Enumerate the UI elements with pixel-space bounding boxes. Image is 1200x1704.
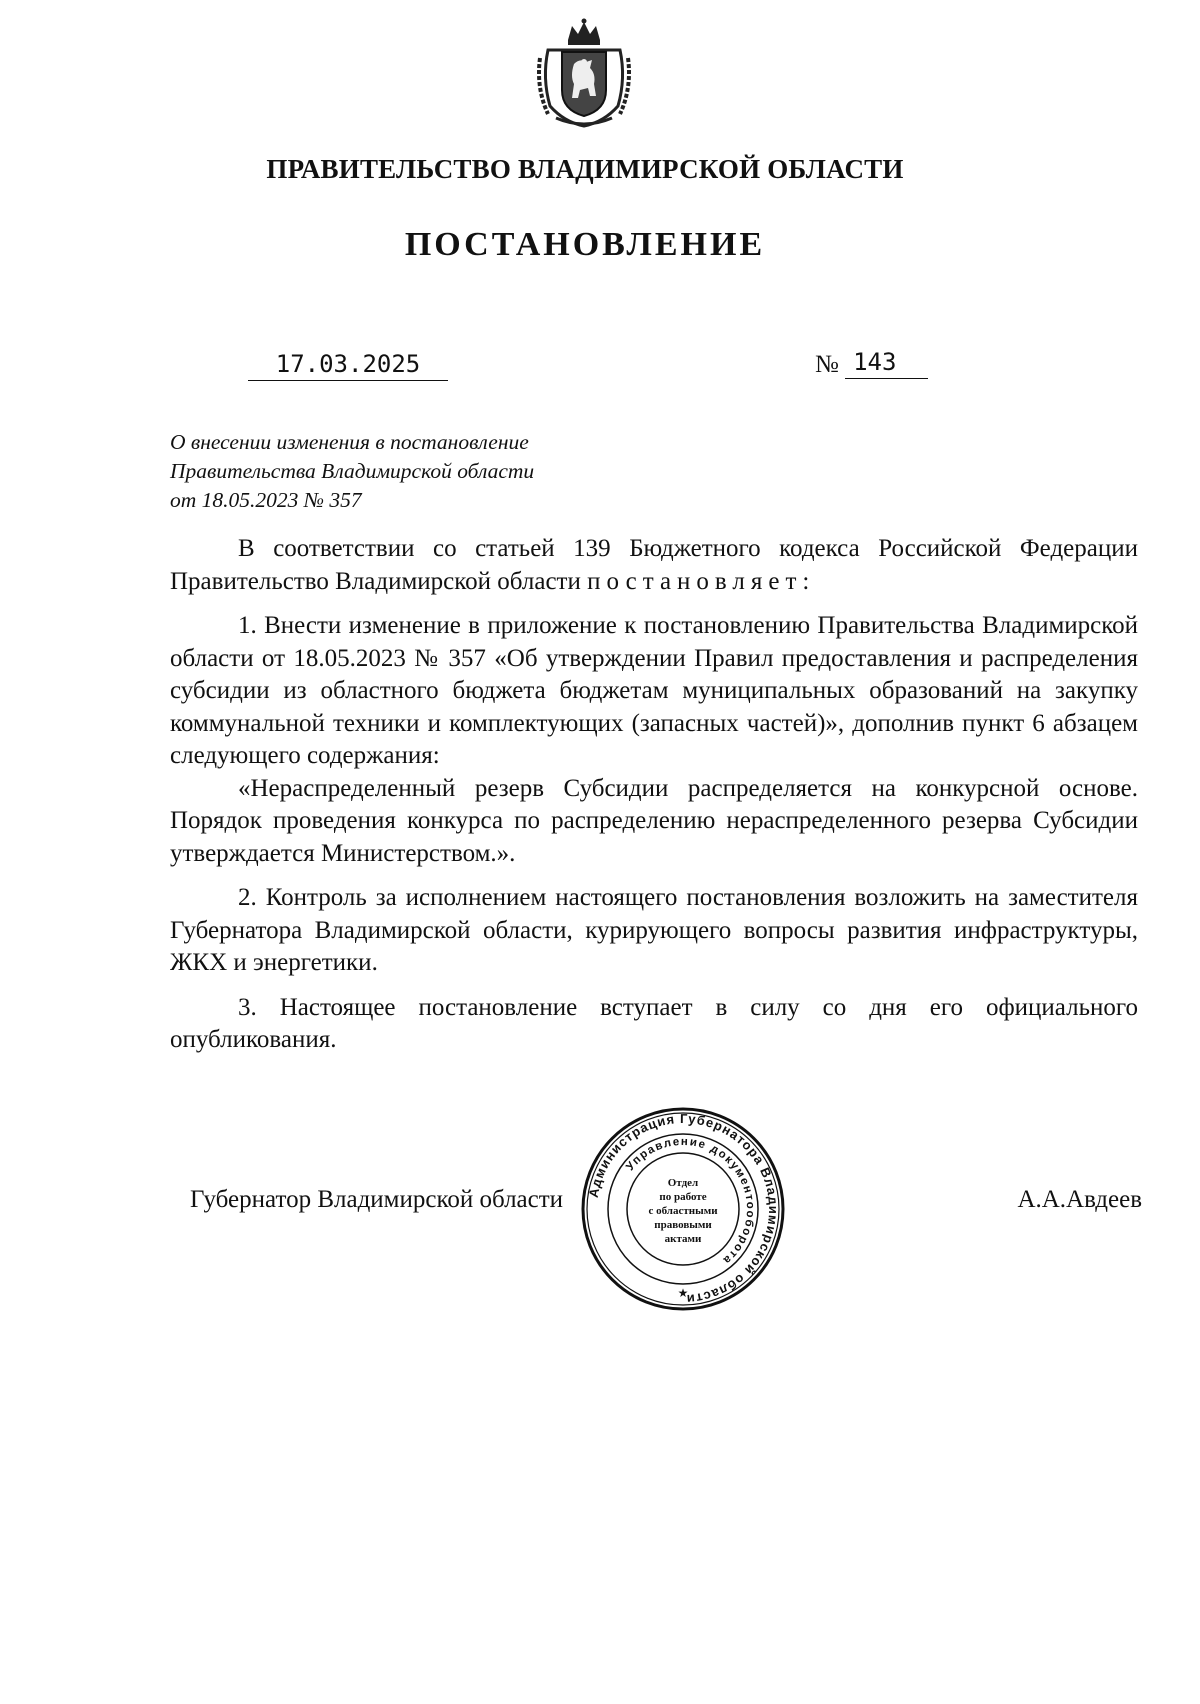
- stamp-center-line: правовыми: [654, 1219, 712, 1231]
- stamp-star-icon: ★: [677, 1286, 689, 1300]
- stamp-outer-text: Администрация Губернатора Владимирской области: [585, 1110, 782, 1308]
- resolves-word: постановляет:: [587, 567, 816, 595]
- document-body: [170, 533, 1138, 1057]
- stamp-center-line: с областными: [648, 1205, 718, 1217]
- stamp-center-line: Отдел: [667, 1177, 699, 1189]
- vladimir-coat-of-arms-icon: [534, 18, 634, 130]
- subject-line: от 18.05.2023 № 357: [170, 488, 362, 512]
- preamble-paragraph: [170, 533, 1138, 598]
- clause-2-paragraph: 2. Контроль за исполнением настоящего постановления возложить на заместителя Губернатора Владимирской области, курирующего вопросы развития инфраструктуры, ЖКХ и энергетики.: [170, 884, 1138, 976]
- document-type: ПОСТАНОВЛЕНИЕ: [404, 226, 766, 263]
- subject-line: О внесении изменения в постановление: [170, 430, 529, 454]
- document-date: 17.03.2025: [248, 350, 448, 381]
- signatory-name: А.А.Авдеев: [1017, 1186, 1142, 1213]
- clause-1-paragraph: 1. Внести изменение в приложение к постановлению Правительства Владимирской области от 18.05.2023 № 357 «Об утверждении Правил предоставления и распределения субсидии из областного бюджета бюджетам муниципальных образований на закупку коммунальной техники и комплектующих (запасных частей)», дополнив пункт 6 абзацем следующего содержания:: [170, 612, 1138, 769]
- clause-3-paragraph: 3. Настоящее постановление вступает в силу со дня его официального опубликования.: [170, 993, 1138, 1053]
- document-number-block: [815, 348, 928, 379]
- clause-1-quote-paragraph: «Нераспределенный резерв Субсидии распределяется на конкурсной основе. Порядок проведения конкурса по распределению нераспределенного резерва Субсидии утверждается Министерством.».: [170, 774, 1138, 867]
- preamble-text: В соответствии со статьей 139 Бюджетного кодекса Российской Федерации Правительство Владимирской области: [170, 535, 1138, 595]
- signatory-role: Губернатор Владимирской области: [190, 1186, 564, 1213]
- round-seal-stamp: [578, 1104, 788, 1314]
- stamp-inner-text: Управление документооборота: [624, 1135, 757, 1267]
- stamp-center-line: по работе: [659, 1191, 707, 1203]
- subject-line: Правительства Владимирской области: [170, 459, 535, 483]
- document-subject: [170, 428, 534, 515]
- government-name: ПРАВИТЕЛЬСТВО ВЛАДИМИРСКОЙ ОБЛАСТИ: [266, 154, 904, 184]
- document-number: 143: [845, 348, 928, 379]
- number-sign: №: [815, 351, 839, 378]
- stamp-center-line: актами: [664, 1233, 702, 1245]
